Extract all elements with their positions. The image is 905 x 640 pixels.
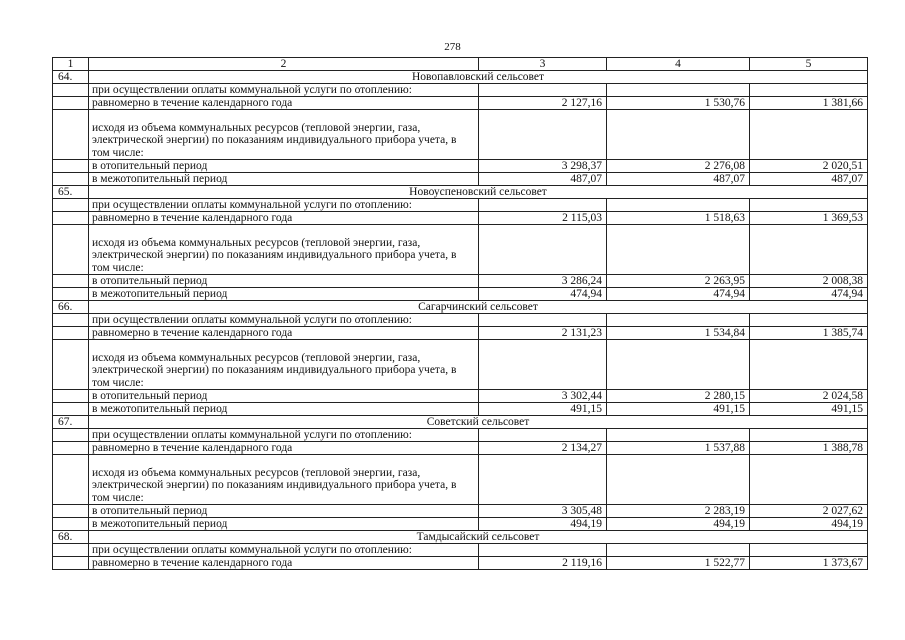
value-cell <box>750 199 868 212</box>
value-cell: 3 302,44 <box>479 390 607 403</box>
value-cell <box>750 84 868 97</box>
value-cell: 1 522,77 <box>607 557 750 570</box>
section-name: Новопавловский сельсовет <box>89 71 868 84</box>
row-label: при осуществлении оплаты коммунальной услуги по отоплению: <box>89 314 479 327</box>
empty-cell <box>53 403 89 416</box>
value-cell <box>607 455 750 505</box>
row-label: в межотопительный период <box>89 173 479 186</box>
value-cell: 2 276,08 <box>607 160 750 173</box>
table-row <box>53 518 868 531</box>
value-cell <box>750 225 868 275</box>
value-cell: 487,07 <box>750 173 868 186</box>
value-cell <box>479 84 607 97</box>
column-header: 5 <box>750 58 868 71</box>
table-row <box>53 288 868 301</box>
section-number: 68. <box>53 531 89 544</box>
empty-cell <box>53 288 89 301</box>
table-row <box>53 340 868 390</box>
value-cell <box>607 429 750 442</box>
empty-cell <box>53 314 89 327</box>
empty-cell <box>53 557 89 570</box>
value-cell <box>479 225 607 275</box>
value-cell: 3 286,24 <box>479 275 607 288</box>
empty-cell <box>53 340 89 390</box>
table-row <box>53 390 868 403</box>
section-row <box>53 71 868 84</box>
value-cell: 474,94 <box>750 288 868 301</box>
column-header: 1 <box>53 58 89 71</box>
header-row <box>53 58 868 71</box>
section-number: 67. <box>53 416 89 429</box>
value-cell: 2 263,95 <box>607 275 750 288</box>
table-row <box>53 173 868 186</box>
section-row <box>53 416 868 429</box>
table-row <box>53 442 868 455</box>
section-name: Сагарчинский сельсовет <box>89 301 868 314</box>
row-label: в отопительный период <box>89 390 479 403</box>
section-row <box>53 531 868 544</box>
empty-cell <box>53 442 89 455</box>
value-cell: 2 115,03 <box>479 212 607 225</box>
row-label: равномерно в течение календарного года <box>89 97 479 110</box>
value-cell <box>607 225 750 275</box>
value-cell <box>607 314 750 327</box>
value-cell: 487,07 <box>607 173 750 186</box>
row-label: в отопительный период <box>89 275 479 288</box>
row-label: исходя из объема коммунальных ресурсов (тепловой энергии, газа, электрической энергии) по показаниям индивидуального прибора учета, в том числе: <box>89 455 479 505</box>
section-number: 66. <box>53 301 89 314</box>
section-row <box>53 186 868 199</box>
value-cell <box>479 110 607 160</box>
table-row <box>53 225 868 275</box>
value-cell <box>607 199 750 212</box>
value-cell: 2 280,15 <box>607 390 750 403</box>
column-header: 4 <box>607 58 750 71</box>
empty-cell <box>53 455 89 505</box>
value-cell: 2 134,27 <box>479 442 607 455</box>
section-name: Новоуспеновский сельсовет <box>89 186 868 199</box>
row-label: исходя из объема коммунальных ресурсов (тепловой энергии, газа, электрической энергии) по показаниям индивидуального прибора учета, в том числе: <box>89 110 479 160</box>
value-cell: 494,19 <box>750 518 868 531</box>
value-cell: 491,15 <box>607 403 750 416</box>
row-label: равномерно в течение календарного года <box>89 557 479 570</box>
value-cell: 1 388,78 <box>750 442 868 455</box>
empty-cell <box>53 225 89 275</box>
row-label: в отопительный период <box>89 505 479 518</box>
value-cell: 3 305,48 <box>479 505 607 518</box>
table-row <box>53 557 868 570</box>
value-cell <box>750 340 868 390</box>
value-cell: 2 131,23 <box>479 327 607 340</box>
value-cell: 491,15 <box>750 403 868 416</box>
page-number: 278 <box>444 41 461 53</box>
table-row <box>53 84 868 97</box>
empty-cell <box>53 84 89 97</box>
value-cell: 1 534,84 <box>607 327 750 340</box>
value-cell <box>607 84 750 97</box>
table-row <box>53 110 868 160</box>
value-cell: 2 008,38 <box>750 275 868 288</box>
row-label: в межотопительный период <box>89 288 479 301</box>
empty-cell <box>53 275 89 288</box>
value-cell: 1 518,63 <box>607 212 750 225</box>
row-label: исходя из объема коммунальных ресурсов (тепловой энергии, газа, электрической энергии) по показаниям индивидуального прибора учета, в том числе: <box>89 225 479 275</box>
column-header: 2 <box>89 58 479 71</box>
value-cell <box>479 199 607 212</box>
row-label: в отопительный период <box>89 160 479 173</box>
row-label: исходя из объема коммунальных ресурсов (тепловой энергии, газа, электрической энергии) по показаниям индивидуального прибора учета, в том числе: <box>89 340 479 390</box>
value-cell: 2 127,16 <box>479 97 607 110</box>
empty-cell <box>53 110 89 160</box>
table-row <box>53 544 868 557</box>
row-label: равномерно в течение календарного года <box>89 212 479 225</box>
value-cell <box>750 429 868 442</box>
empty-cell <box>53 390 89 403</box>
section-number: 65. <box>53 186 89 199</box>
row-label: в межотопительный период <box>89 403 479 416</box>
value-cell <box>750 544 868 557</box>
value-cell: 2 020,51 <box>750 160 868 173</box>
value-cell: 491,15 <box>479 403 607 416</box>
value-cell <box>607 110 750 160</box>
empty-cell <box>53 199 89 212</box>
table-row <box>53 403 868 416</box>
value-cell <box>479 544 607 557</box>
table-row <box>53 327 868 340</box>
tariff-table <box>52 57 868 570</box>
row-label: при осуществлении оплаты коммунальной услуги по отоплению: <box>89 544 479 557</box>
section-name: Тамдысайский сельсовет <box>89 531 868 544</box>
value-cell <box>750 455 868 505</box>
empty-cell <box>53 505 89 518</box>
row-label: при осуществлении оплаты коммунальной услуги по отоплению: <box>89 429 479 442</box>
value-cell <box>479 455 607 505</box>
table-row <box>53 455 868 505</box>
table-row <box>53 429 868 442</box>
value-cell: 494,19 <box>479 518 607 531</box>
value-cell: 487,07 <box>479 173 607 186</box>
table-row <box>53 199 868 212</box>
value-cell: 1 537,88 <box>607 442 750 455</box>
value-cell: 474,94 <box>607 288 750 301</box>
column-header: 3 <box>479 58 607 71</box>
empty-cell <box>53 160 89 173</box>
row-label: при осуществлении оплаты коммунальной услуги по отоплению: <box>89 84 479 97</box>
empty-cell <box>53 327 89 340</box>
empty-cell <box>53 518 89 531</box>
value-cell <box>479 340 607 390</box>
value-cell: 1 369,53 <box>750 212 868 225</box>
empty-cell <box>53 212 89 225</box>
value-cell: 2 283,19 <box>607 505 750 518</box>
value-cell <box>750 314 868 327</box>
empty-cell <box>53 544 89 557</box>
table-row <box>53 97 868 110</box>
empty-cell <box>53 429 89 442</box>
value-cell: 1 381,66 <box>750 97 868 110</box>
value-cell: 474,94 <box>479 288 607 301</box>
table-row <box>53 505 868 518</box>
row-label: в межотопительный период <box>89 518 479 531</box>
table-row <box>53 314 868 327</box>
value-cell <box>479 314 607 327</box>
value-cell <box>607 340 750 390</box>
row-label: при осуществлении оплаты коммунальной услуги по отоплению: <box>89 199 479 212</box>
value-cell: 1 385,74 <box>750 327 868 340</box>
value-cell: 2 027,62 <box>750 505 868 518</box>
value-cell: 3 298,37 <box>479 160 607 173</box>
value-cell: 2 024,58 <box>750 390 868 403</box>
section-number: 64. <box>53 71 89 84</box>
value-cell <box>479 429 607 442</box>
value-cell: 1 530,76 <box>607 97 750 110</box>
empty-cell <box>53 173 89 186</box>
section-name: Советский сельсовет <box>89 416 868 429</box>
empty-cell <box>53 97 89 110</box>
value-cell <box>607 544 750 557</box>
table-row <box>53 212 868 225</box>
value-cell: 494,19 <box>607 518 750 531</box>
table-row <box>53 275 868 288</box>
value-cell: 2 119,16 <box>479 557 607 570</box>
row-label: равномерно в течение календарного года <box>89 327 479 340</box>
value-cell: 1 373,67 <box>750 557 868 570</box>
row-label: равномерно в течение календарного года <box>89 442 479 455</box>
value-cell <box>750 110 868 160</box>
table-row <box>53 160 868 173</box>
section-row <box>53 301 868 314</box>
